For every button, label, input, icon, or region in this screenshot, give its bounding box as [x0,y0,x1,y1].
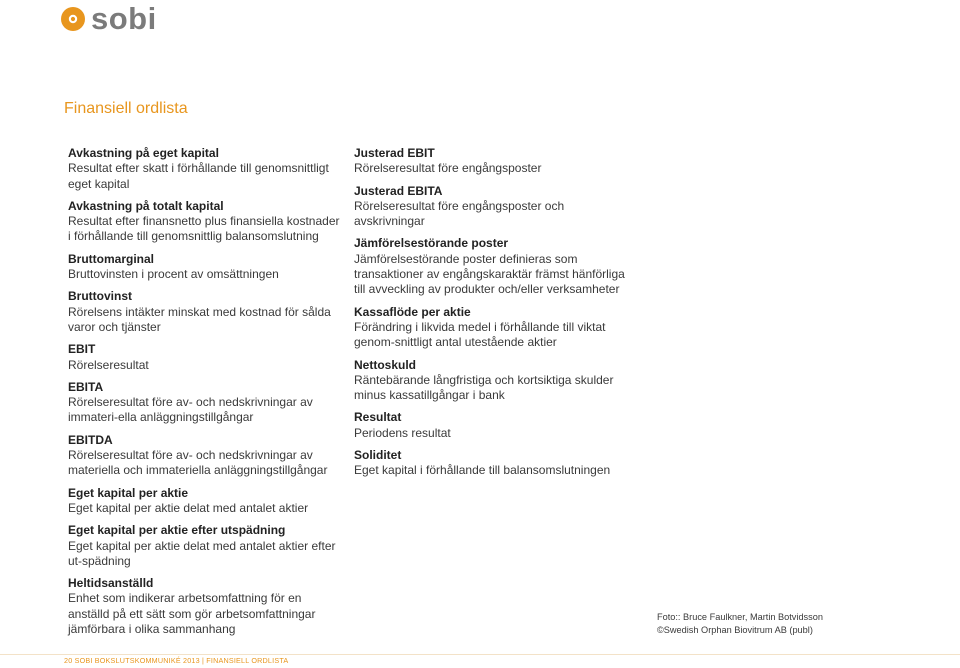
glossary-left-column [68,146,343,644]
sobi-dot-icon [60,6,86,32]
glossary-entry [68,342,343,373]
glossary-definition: Resultat efter finansnetto plus finansiella kostnader i förhållande till genomsnittlig balansomslutning [68,214,340,244]
glossary-definition: Eget kapital per aktie delat med antalet aktier efter ut-spädning [68,538,336,568]
glossary-entry [354,358,630,404]
glossary-term: Soliditet [354,448,402,463]
glossary-term: Eget kapital per aktie efter utspädning [68,523,286,538]
page-title: Finansiell ordlista [64,100,188,117]
glossary-term: Jämförelsestörande poster [354,236,509,251]
glossary-term: Nettoskuld [354,357,417,372]
glossary-entry [68,289,343,335]
glossary-definition: Bruttovinsten i procent av omsättningen [68,267,279,282]
glossary-entry [68,433,343,479]
glossary-term: Heltidsanställd [68,576,154,591]
glossary-entry [354,146,630,177]
glossary-definition: Periodens resultat [354,425,451,440]
glossary-term: Avkastning på eget kapital [68,146,219,160]
glossary-definition: Eget kapital i förhållande till balansomslutningen [354,463,611,478]
footer-divider [0,654,960,655]
page-footer: 20 SOBI BOKSLUTSKOMMUNIKÉ 2013 | FINANSIELL ORDLISTA [64,656,289,665]
glossary-definition: Resultat efter skatt i förhållande till genomsnittligt eget kapital [68,161,329,191]
glossary-term: Kassaflöde per aktie [354,304,471,319]
glossary-term: EBITDA [68,432,113,447]
glossary-entry [68,199,343,245]
glossary-definition: Rörelsens intäkter minskat med kostnad för sålda varor och tjänster [68,304,331,334]
glossary-definition: Eget kapital per aktie delat med antalet aktier [68,500,309,515]
glossary-entry [68,523,343,569]
copyright-line: ©Swedish Orphan Biovitrum AB (publ) [657,625,813,635]
glossary-term: Justerad EBITA [354,183,443,198]
glossary-term: EBIT [68,342,96,357]
brand-name: sobi [91,1,157,36]
glossary-definition: Rörelseresultat före engångsposter [354,161,542,176]
glossary-term: Bruttovinst [68,289,132,304]
glossary-definition: Räntebärande långfristiga och kortsiktiga skulder minus kassatillgångar i bank [354,372,614,403]
glossary-entry [68,380,343,426]
glossary-definition: Förändring i likvida medel i förhållande till viktat genom-snittligt antal utestående aktier [354,319,606,350]
glossary-definition: Rörelseresultat före av- och nedskrivningar av immateri-ella anläggningstillgångar [68,395,313,425]
glossary-term: Resultat [354,410,402,425]
glossary-entry [354,448,630,479]
sobi-logo [60,1,157,36]
glossary-entry [68,146,343,192]
glossary-term: Avkastning på totalt kapital [68,198,224,213]
glossary-term: EBITA [68,379,104,394]
glossary-entry [68,252,343,283]
glossary-entry [68,576,343,637]
glossary-entry [354,410,630,441]
photo-credit-line: Foto:: Bruce Faulkner, Martin Botvidsson [657,612,823,622]
glossary-definition: Rörelseresultat före av- och nedskrivningar av materiella och immateriella anläggningstillgångar [68,448,328,478]
glossary-entry [354,236,630,297]
glossary-entry [354,305,630,351]
glossary-term: Eget kapital per aktie [68,485,189,500]
glossary-entry [68,486,343,517]
glossary-definition: Rörelseresultat före engångsposter och avskrivningar [354,198,565,229]
glossary-definition: Rörelseresultat [68,357,149,372]
glossary-entry [354,184,630,230]
glossary-definition: Jämförelsestörande poster definieras som transaktioner av engångskaraktär främst hänförliga till avveckling av produkter och/eller verksamheter [354,251,625,297]
glossary-term: Bruttomarginal [68,251,155,266]
glossary-right-column [354,146,630,486]
glossary-definition: Enhet som indikerar arbetsomfattning för en anställd på ett sätt som gör arbetsomfattningar jämförbara i olika sammanhang [68,591,316,637]
glossary-term: Justerad EBIT [354,146,435,160]
photo-credit [657,611,823,637]
